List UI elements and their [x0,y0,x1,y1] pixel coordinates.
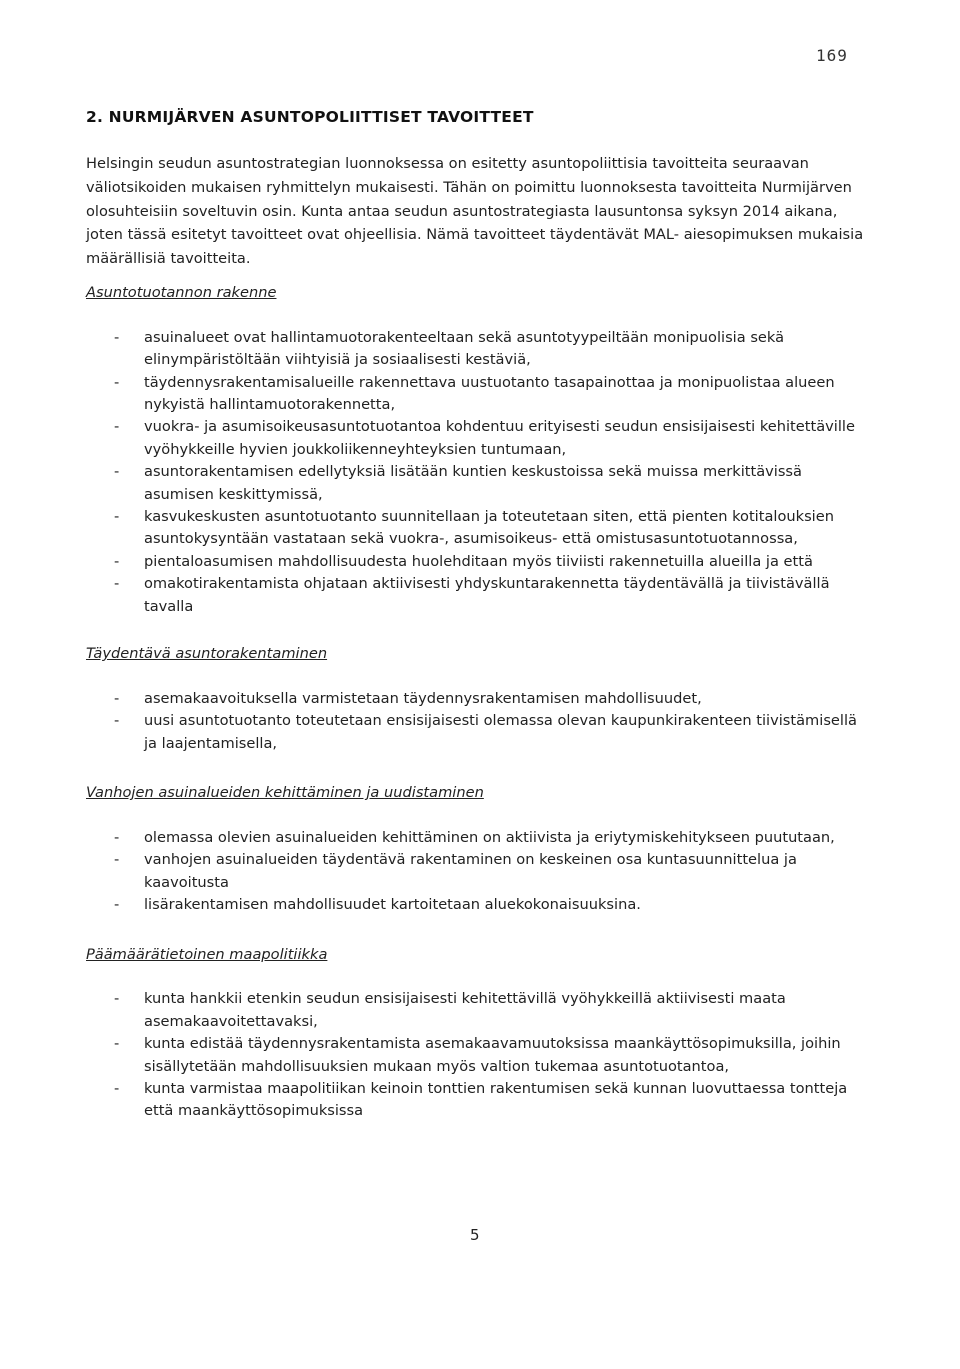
dash-bullet: - [114,689,120,707]
dash-bullet: - [114,552,120,570]
list-item-text: asuinalueet ovat hallintamuotorakenteeltaan sekä asuntotyypeiltään monipuolisia sekä elinympäristöltään viihtyisiä ja sosiaalisesti kestäviä, [144,328,785,369]
dash-bullet: - [114,828,120,846]
list-item [86,327,866,372]
document-body [86,108,866,1123]
section-title: Vanhojen asuinalueiden kehittäminen ja uudistaminen [86,784,484,802]
list-item [86,1078,866,1123]
list-item-text: täydennysrakentamisalueille rakennettava uustuotanto tasapainottaa ja monipuolistaa alueen nykyistä hallintamuotorakennetta, [144,373,835,413]
intro-paragraph: Helsingin seudun asuntostrategian luonnoksessa on esitetty asuntopoliittisia tavoitteita seuraavan väliotsikoiden mukaisen ryhmittelyn mukaisesti. Tähän on poimittu luonnoksesta tavoitteita Nurmijärven olosuhteisiin soveltuvin osin. Kunta antaa seudun asuntostrategiasta lausuntonsa syksyn 2014 aikana, joten tässä esitetyt tavoitteet ovat ohjeellisia. Nämä tavoitteet täydentävät MAL- aiesopimuksen mukaisia määrällisiä tavoitteita. [86,155,864,268]
bullet-list [86,688,866,755]
dash-bullet: - [114,575,120,593]
dash-bullet: - [114,712,120,730]
list-item [86,688,866,710]
dash-bullet: - [114,508,120,526]
bullet-list [86,827,866,917]
page-heading: 2. NURMIJÄRVEN ASUNTOPOLIITTISET TAVOITTEET [86,108,534,126]
list-item [86,1033,866,1078]
page-number-bottom: 5 [470,1226,480,1244]
list-item-text: vuokra- ja asumisoikeusasuntotuotantoa kohdentuu erityisesti seudun ensisijaisesti kehitettäville vyöhykkeille hyvien joukkoliikenneyhteyksien tuntumaan, [144,418,855,458]
dash-bullet: - [114,1079,120,1097]
list-item [86,894,866,916]
list-item [86,827,866,849]
section-title: Täydentävä asuntorakentaminen [86,645,328,663]
list-item-text: vanhojen asuinalueiden täydentävä rakentaminen on keskeinen osa kuntasuunnittelua ja kaavoitusta [144,851,797,891]
list-item-text: kunta varmistaa maapolitiikan keinoin tonttien rakentumisen sekä kunnan luovuttaessa tontteja että maankäyttösopimuksissa [144,1079,848,1120]
list-item [86,372,866,417]
list-item-text: kunta hankkii etenkin seudun ensisijaisesti kehitettävillä vyöhykkeillä aktiivisesti maata asemakaavoitettavaksi, [144,990,786,1030]
bullet-list [86,988,866,1122]
list-item-text: kasvukeskusten asuntotuotanto suunnitellaan ja toteutetaan siten, että pienten kotitalouksien asuntokysyntään vastataan sekä vuokra-, asumisoikeus- että omistusasuntotuotannossa, [144,508,834,548]
list-item [86,573,866,618]
list-item [86,506,866,551]
dash-bullet: - [114,1035,120,1053]
dash-bullet: - [114,851,120,869]
list-item-text: kunta edistää täydennysrakentamista asemakaavamuutoksissa maankäyttösopimuksilla, joihin sisällytetään mahdollisuuksien mukaan myös valtion tukemaa asuntotuotantoa, [144,1035,841,1075]
list-item-text: omakotirakentamista ohjataan aktiivisesti yhdyskuntarakennetta täydentävällä ja tiivistävällä tavalla [144,575,830,615]
list-item-text: asemakaavoituksella varmistetaan täydennysrakentamisen mahdollisuudet, [144,689,702,707]
list-item-text: olemassa olevien asuinalueiden kehittäminen on aktiivista ja eriytymiskehitykseen puututaan, [144,828,835,846]
section-title: Asuntotuotannon rakenne [86,283,277,301]
dash-bullet: - [114,373,120,391]
list-item [86,988,866,1033]
section-title: Päämäärätietoinen maapolitiikka [86,945,328,963]
dash-bullet: - [114,990,120,1008]
list-item [86,551,866,573]
list-item [86,710,866,755]
dash-bullet: - [114,463,120,481]
dash-bullet: - [114,896,120,914]
list-item-text: uusi asuntotuotanto toteutetaan ensisijaisesti olemassa olevan kaupunkirakenteen tiivistämisellä ja laajentamisella, [144,712,857,752]
list-item [86,416,866,461]
dash-bullet: - [114,418,120,436]
bullet-list [86,327,866,618]
list-item-text: lisärakentamisen mahdollisuudet kartoitetaan aluekokonaisuuksina. [144,896,641,914]
list-item-text: asuntorakentamisen edellytyksiä lisätään kuntien keskustoissa sekä muissa merkittävissä asumisen keskittymissä, [144,463,802,503]
page-number-top: 169 [816,46,848,65]
list-item-text: pientaloasumisen mahdollisuudesta huolehditaan myös tiiviisti rakennetuilla alueilla ja että [144,552,813,570]
dash-bullet: - [114,328,120,346]
list-item [86,461,866,506]
list-item [86,849,866,894]
